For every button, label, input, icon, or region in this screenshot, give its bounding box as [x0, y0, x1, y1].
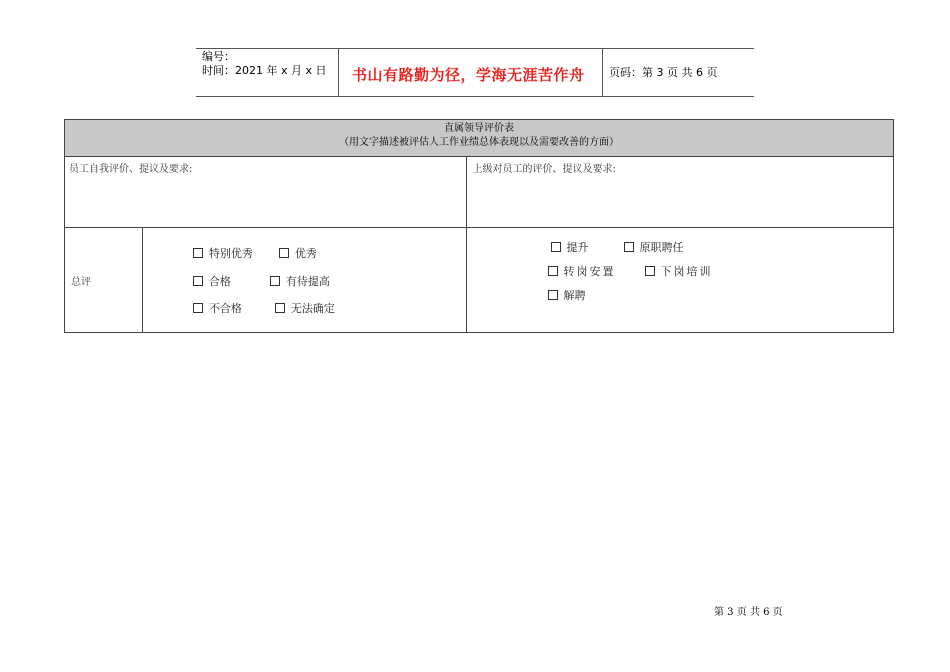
header-bottom-rule — [196, 96, 754, 97]
rating-label: 优秀 — [294, 247, 317, 260]
header-divider-right — [602, 48, 603, 97]
checkbox-icon[interactable] — [645, 266, 655, 276]
action-label: 原职聘任 — [639, 241, 684, 254]
table-title-row — [65, 120, 894, 157]
rating-option-qualified[interactable] — [193, 273, 231, 289]
self-eval-label: 员工自我评价、提议及要求: — [69, 164, 193, 175]
table-title-cell — [65, 120, 894, 157]
superior-eval-label: 上级对员工的评价、提议及要求: — [472, 164, 616, 175]
overall-row — [65, 228, 894, 333]
action-option-promote[interactable] — [551, 239, 589, 255]
checkbox-icon[interactable] — [624, 242, 634, 252]
rating-label: 无法确定 — [290, 302, 335, 315]
actions-cell — [466, 228, 894, 333]
table-title: 直属领导评价表 — [444, 123, 514, 134]
action-label: 解聘 — [563, 289, 586, 302]
rating-label: 有待提高 — [285, 275, 330, 288]
ratings-cell — [142, 228, 466, 333]
action-label: 下岗培训 — [660, 265, 713, 278]
header-time-label: 时间：2021 年 x 月 x 日 — [202, 64, 327, 77]
footer-page-number: 第 3 页 共 6 页 — [714, 607, 783, 618]
overall-label: 总评 — [71, 276, 91, 288]
checkbox-icon[interactable] — [270, 276, 280, 286]
rating-option-good[interactable] — [279, 245, 317, 261]
checkbox-icon[interactable] — [275, 303, 285, 313]
checkbox-icon[interactable] — [193, 276, 203, 286]
action-option-retain[interactable] — [624, 239, 684, 255]
superior-eval-cell[interactable] — [466, 157, 894, 228]
table-subtitle: （用文字描述被评估人工作业绩总体表现以及需要改善的方面） — [339, 137, 619, 148]
checkbox-icon[interactable] — [279, 248, 289, 258]
action-label: 转岗安置 — [563, 265, 616, 278]
action-option-layoff-training[interactable] — [645, 263, 713, 279]
header-divider-left — [338, 48, 339, 97]
header-top-rule — [196, 48, 754, 49]
action-option-dismiss[interactable] — [548, 287, 586, 303]
rating-label: 不合格 — [208, 302, 242, 315]
checkbox-icon[interactable] — [193, 303, 203, 313]
checkbox-icon[interactable] — [193, 248, 203, 258]
header-page-label: 页码：第 3 页 共 6 页 — [609, 66, 718, 79]
checkbox-icon[interactable] — [551, 242, 561, 252]
action-option-transfer[interactable] — [548, 263, 616, 279]
header-number-label: 编号： — [202, 50, 235, 63]
rating-option-unqualified[interactable] — [193, 300, 242, 316]
checkbox-icon[interactable] — [548, 266, 558, 276]
rating-option-excellent[interactable] — [193, 245, 253, 261]
evaluation-table — [64, 119, 894, 333]
action-label: 提升 — [566, 241, 589, 254]
rating-option-to-improve[interactable] — [270, 273, 330, 289]
rating-label: 合格 — [208, 275, 231, 288]
self-eval-cell[interactable] — [65, 157, 467, 228]
rating-option-undetermined[interactable] — [275, 300, 335, 316]
checkbox-icon[interactable] — [548, 290, 558, 300]
overall-label-cell — [65, 228, 143, 333]
header-motto: 书山有路勤为径，学海无涯苦作舟 — [352, 66, 585, 84]
comments-row — [65, 157, 894, 228]
rating-label: 特别优秀 — [208, 247, 253, 260]
